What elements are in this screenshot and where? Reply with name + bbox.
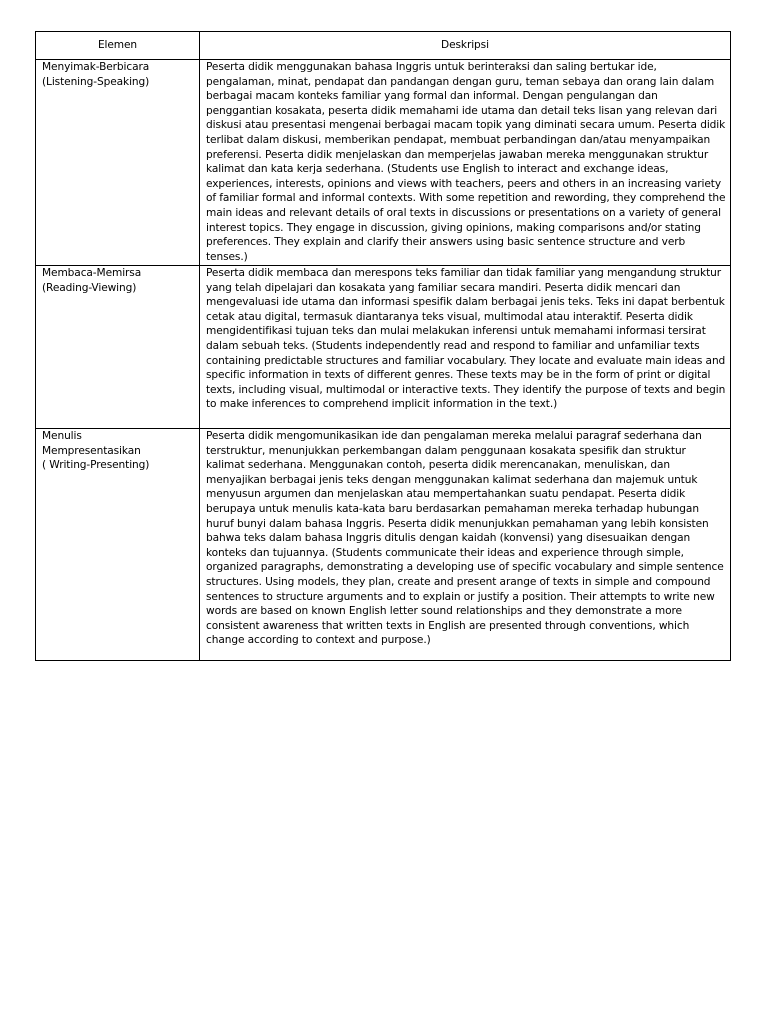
table-row — [36, 60, 731, 266]
header-elemen: Elemen — [36, 32, 200, 60]
deskripsi-cell-listening-speaking: Peserta didik menggunakan bahasa Inggris untuk berinteraksi dan saling bertukar ide, pengalaman, minat, pendapat dan pandangan dengan guru, teman sebaya dan orang lain dalam berbagai macam konteks familiar yang formal dan informal. Dengan pengulangan dan penggantian kosakata, peserta didik memahami ide utama dan detail teks lisan yang relevan dari diskusi atau presentasi mengenai berbagai macam topik yang diminati secara umum. Peserta didik terlibat dalam diskusi, memberikan pendapat, membuat perbandingan dan/atau menyampaikan preferensi. Peserta didik menjelaskan dan memperjelas jawaban mereka menggunakan struktur kalimat dan kata kerja sederhana. (Students use English to interact and exchange ideas, experiences, interests, opinions and views with teachers, peers and others in an increasing variety of familiar formal and informal contexts. With some repetition and rewording, they comprehend the main ideas and relevant details of oral texts in discussions or presentations on a variety of general interest topics. They engage in discussion, giving opinions, making comparisons and/or stating preferences. They explain and clarify their answers using basic sentence structure and verb tenses.) — [200, 60, 731, 266]
table-header-row — [36, 32, 731, 60]
deskripsi-cell-writing-presenting: Peserta didik mengomunikasikan ide dan pengalaman mereka melalui paragraf sederhana dan terstruktur, menunjukkan perkembangan dalam penggunaan kosakata spesifik dan struktur kalimat sederhana. Menggunakan contoh, peserta didik merencanakan, menuliskan, dan menyajikan berbagai jenis teks dengan menggunakan kalimat sederhana dan majemuk untuk menyusun argumen dan menjelaskan atau mempertahankan suatu pendapat. Peserta didik berupaya untuk menulis kata-kata baru berdasarkan pemahaman mereka terhadap hubungan huruf bunyi dalam bahasa Inggris. Peserta didik menunjukkan pemahaman yang lebih konsisten bahwa teks dalam bahasa Inggris ditulis dengan kaidah (konvensi) yang disesuaikan dengan konteks dan tujuannya. (Students communicate their ideas and experience through simple, organized paragraphs, demonstrating a developing use of specific vocabulary and simple sentence structures. Using models, they plan, create and present arange of texts in simple and compound sentences to structure arguments and to explain or justify a position. Their attempts to write new words are based on known English letter sound relationships and they demonstrate a more consistent awareness that written texts in English are presented through conventions, which change according to context and purpose.) — [200, 429, 731, 661]
table-row — [36, 429, 731, 661]
elemen-cell-listening-speaking: Menyimak-Berbicara (Listening-Speaking) — [36, 60, 200, 266]
elemen-cell-reading-viewing: Membaca-Memirsa (Reading-Viewing) — [36, 266, 200, 429]
header-deskripsi: Deskripsi — [200, 32, 731, 60]
deskripsi-cell-reading-viewing: Peserta didik membaca dan merespons teks familiar dan tidak familiar yang mengandung struktur yang telah dipelajari dan kosakata yang familiar secara mandiri. Peserta didik mencari dan mengevaluasi ide utama dan informasi spesifik dalam berbagai jenis teks. Teks ini dapat berbentuk cetak atau digital, termasuk diantaranya teks visual, multimodal atau interaktif. Peserta didik mengidentifikasi tujuan teks dan mulai melakukan inferensi untuk memahami informasi tersirat dalam sebuah teks. (Students independently read and respond to familiar and unfamiliar texts containing predictable structures and familiar vocabulary. They locate and evaluate main ideas and specific information in texts of different genres. These texts may be in the form of print or digital texts, including visual, multimodal or interactive texts. They identify the purpose of texts and begin to make inferences to comprehend implicit information in the text.) — [200, 266, 731, 429]
capaian-pembelajaran-table — [35, 31, 731, 661]
table-row — [36, 266, 731, 429]
elemen-cell-writing-presenting: Menulis Mempresentasikan ( Writing-Presenting) — [36, 429, 200, 661]
